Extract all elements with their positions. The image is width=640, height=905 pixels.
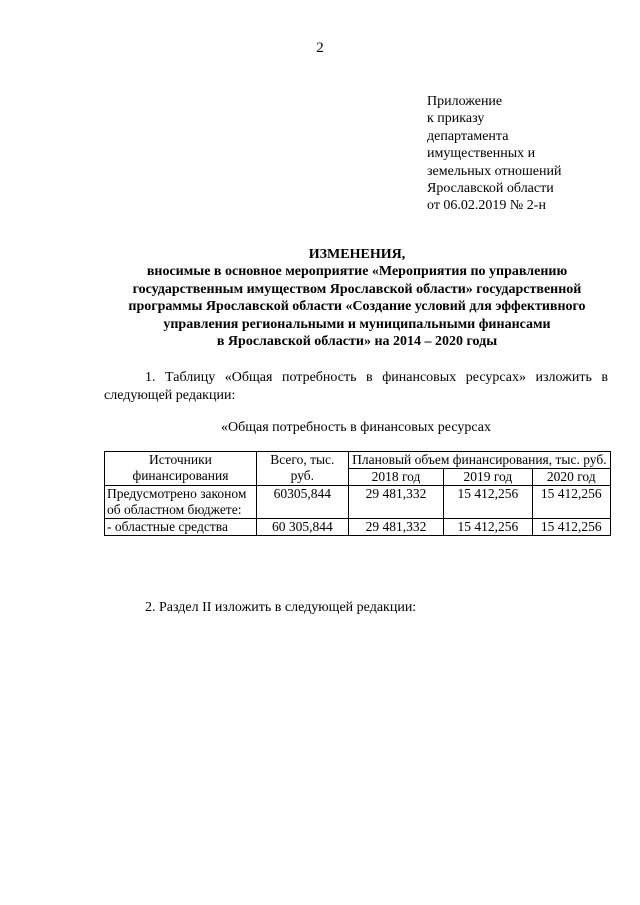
heading-line: управления региональными и муниципальными финансами	[163, 316, 551, 332]
page-number: 2	[316, 40, 324, 56]
appendix-line: Приложение	[427, 94, 503, 109]
header-year: 2018 год	[348, 469, 443, 486]
heading-line: государственным имуществом Ярославской области» государственной	[132, 281, 582, 297]
row-value: 15 412,256	[444, 486, 532, 519]
row-label: - областные средства	[105, 519, 257, 536]
row-value: 29 481,332	[348, 519, 443, 536]
header-planned: Плановый объем финансирования, тыс. руб.	[348, 452, 610, 469]
row-value: 15 412,256	[532, 486, 611, 519]
header-total: Всего, тыс. руб.	[256, 452, 348, 486]
row-value: 29 481,332	[348, 486, 443, 519]
heading-line: программы Ярославской области «Создание условий для эффективного	[128, 299, 586, 315]
appendix-line: имущественных и	[427, 146, 536, 162]
header-year: 2019 год	[444, 469, 532, 486]
table-row	[105, 519, 611, 536]
row-value: 15 412,256	[444, 519, 532, 536]
document-heading	[104, 246, 610, 350]
heading-title: ИЗМЕНЕНИЯ,	[308, 247, 406, 262]
financing-table	[104, 451, 611, 536]
appendix-block	[427, 93, 561, 215]
appendix-line: к приказу	[427, 111, 485, 127]
row-value: 15 412,256	[532, 519, 611, 536]
appendix-line: земельных отношений	[427, 163, 562, 179]
heading-line: вносимые в основное мероприятие «Мероприятия по управлению	[146, 264, 568, 280]
header-year: 2020 год	[532, 469, 611, 486]
heading-line: в Ярославской области» на 2014 – 2020 годы	[216, 334, 498, 350]
row-label: Предусмотрено законом об областном бюджете:	[105, 486, 257, 519]
table-header-row	[105, 452, 611, 469]
table-caption: «Общая потребность в финансовых ресурсах	[221, 420, 491, 435]
row-total: 60305,844	[256, 486, 348, 519]
appendix-line: Ярославской области	[427, 181, 554, 197]
paragraph-1: 1. Таблицу «Общая потребность в финансовых ресурсах» изложить в следующей редакции:	[104, 370, 608, 403]
appendix-line: департамента	[427, 128, 509, 144]
appendix-line: от 06.02.2019 № 2-н	[427, 198, 546, 214]
header-source: Источники финансирования	[105, 452, 257, 486]
row-total: 60 305,844	[256, 519, 348, 536]
paragraph-2: 2. Раздел II изложить в следующей редакции:	[145, 600, 417, 615]
table-row	[105, 486, 611, 519]
